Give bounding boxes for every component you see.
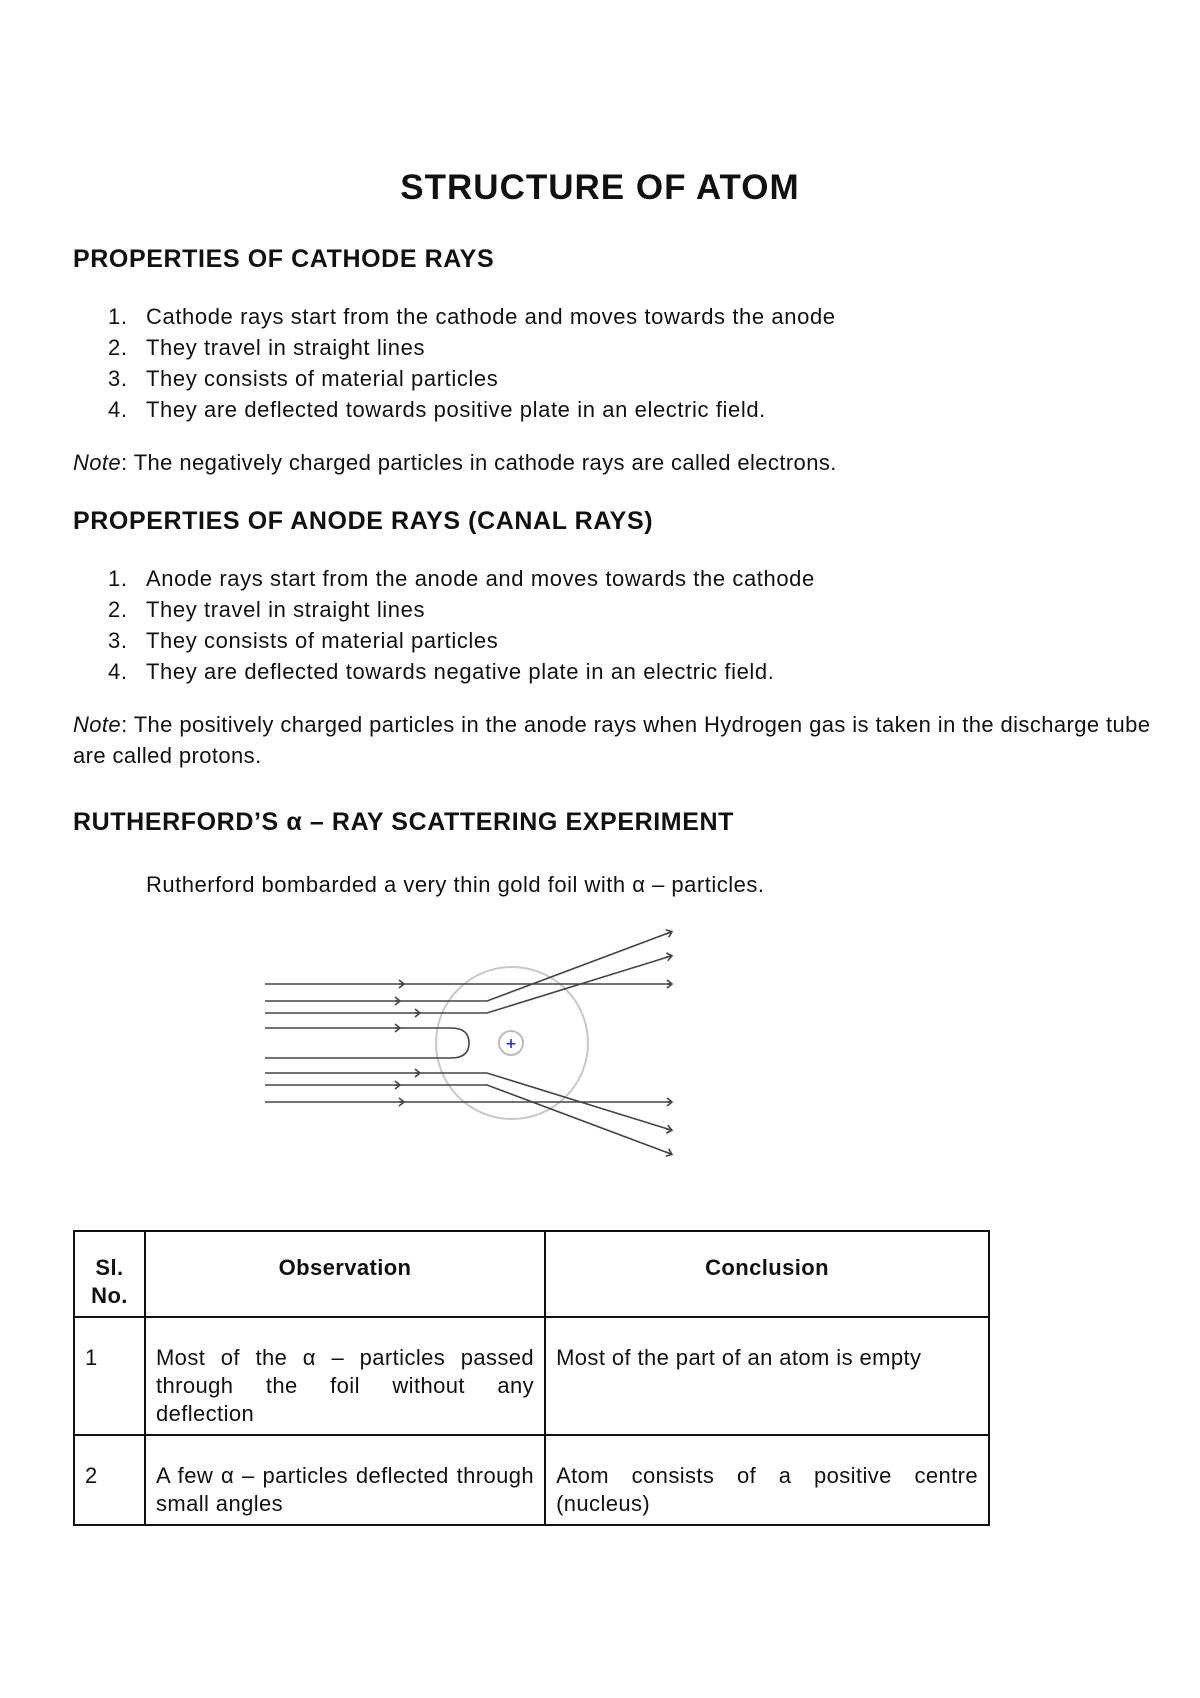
anode-note [73, 709, 1153, 771]
header-conclusion: Conclusion [545, 1231, 989, 1317]
cell-observation: Most of the α – particles passed through the foil without any deflection [145, 1317, 545, 1435]
table-row [74, 1317, 989, 1435]
document-title: STRUCTURE OF ATOM [400, 168, 800, 207]
list-item: 4. They are deflected towards negative plate in an electric field. [108, 659, 775, 684]
ray-path [265, 1085, 671, 1154]
list-item: 4. They are deflected towards positive plate in an electric field. [108, 397, 766, 422]
list-item: 3. They consists of material particles [108, 628, 499, 653]
list-item: 1. Anode rays start from the anode and moves towards the cathode [108, 566, 815, 591]
cathode-note [73, 447, 1153, 478]
anode-rays-heading: PROPERTIES OF ANODE RAYS (CANAL RAYS) [73, 507, 654, 535]
rutherford-intro: Rutherford bombarded a very thin gold foil with α – particles. [146, 872, 765, 897]
cathode-rays-heading: PROPERTIES OF CATHODE RAYS [73, 245, 495, 273]
list-item: 2. They travel in straight lines [108, 335, 426, 360]
ray-arrow [666, 1129, 671, 1130]
cell-conclusion: Most of the part of an atom is empty [545, 1317, 989, 1435]
list-item: 3. They consists of material particles [108, 366, 499, 391]
alpha-scattering-diagram [255, 922, 695, 1172]
note-text: : The negatively charged particles in cathode rays are called electrons. [121, 450, 837, 475]
table-row [74, 1435, 989, 1525]
nucleus-symbol: + [505, 1036, 517, 1052]
header-observation: Observation [145, 1231, 545, 1317]
cathode-properties-list [108, 301, 836, 425]
cell-conclusion: Atom consists of a positive centre (nucleus) [545, 1435, 989, 1525]
ray-arrow [666, 956, 671, 957]
header-sl-no: Sl. No. [74, 1231, 145, 1317]
note-label: Note [73, 450, 122, 475]
ray-path [265, 932, 671, 1001]
cell-observation: A few α – particles deflected through small angles [145, 1435, 545, 1525]
ray-arrow [666, 932, 671, 934]
note-text: : The positively charged particles in the anode rays when Hydrogen gas is taken in the discharge tube are called protons. [73, 712, 1151, 768]
cell-sl: 2 [74, 1435, 145, 1525]
anode-properties-list [108, 563, 815, 687]
table-header-row [74, 1231, 989, 1317]
list-item: 1. Cathode rays start from the cathode and moves towards the anode [108, 304, 836, 329]
note-label: Note [73, 712, 122, 737]
ray-arrow [666, 1152, 671, 1154]
ray-path [265, 1028, 469, 1058]
observation-table [73, 1230, 990, 1526]
list-item: 2. They travel in straight lines [108, 597, 426, 622]
cell-sl: 1 [74, 1317, 145, 1435]
rutherford-heading: RUTHERFORD’S α – RAY SCATTERING EXPERIMENT [73, 808, 735, 836]
